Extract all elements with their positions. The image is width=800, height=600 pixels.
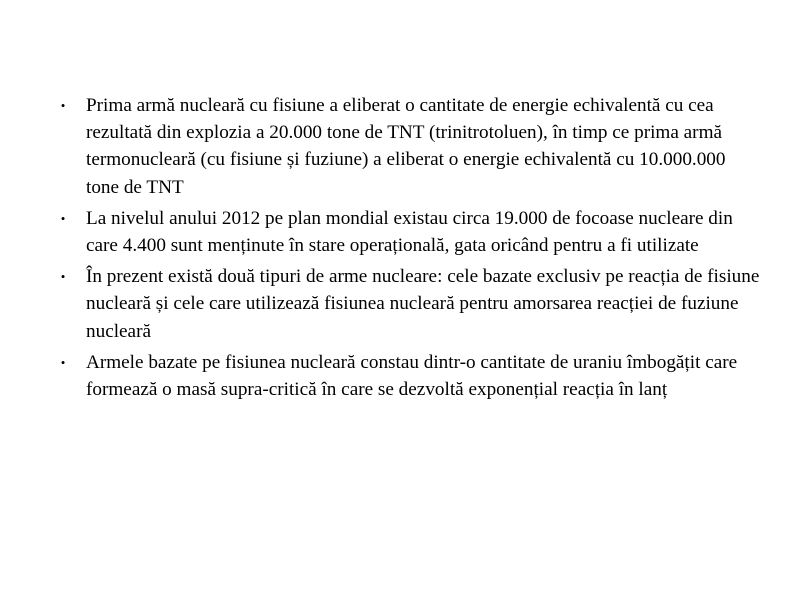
bullet-item	[50, 92, 760, 201]
bullet-text: La nivelul anului 2012 pe plan mondial existau circa 19.000 de focoase nucleare din care 4.400 sunt menținute în stare operațională, gata oricând pentru a fi utilizate	[86, 207, 733, 257]
bullet-text: În prezent există două tipuri de arme nucleare: cele bazate exclusiv pe reacția de fisiune nucleară și cele care utilizează fisiunea nucleară pentru amorsarea reacției de fuziune nucleară	[86, 266, 760, 342]
bullet-dot-icon: •	[60, 354, 66, 370]
bullet-text: Armele bazate pe fisiunea nucleară constau dintr-o cantitate de uraniu îmbogățit care formează o masă supra-critică în care se dezvoltă exponențial reacția în lanț	[86, 351, 738, 401]
bullet-item	[50, 263, 760, 345]
bullet-item	[50, 205, 760, 259]
bullet-dot-icon: •	[60, 210, 66, 226]
bullet-dot-icon: •	[60, 269, 66, 285]
bullet-text: Prima armă nucleară cu fisiune a eliberat o cantitate de energie echivalentă cu cea rezultată din explozia a 20.000 tone de TNT (trinitrotoluen), în timp ce prima armă termonucleară (cu fisiune și fuziune) a eliberat o energie echivalentă cu 10.000.000 tone de TNT	[86, 95, 726, 198]
bullet-dot-icon: •	[60, 98, 66, 113]
bullet-item	[50, 349, 760, 403]
bullet-list	[50, 92, 760, 407]
